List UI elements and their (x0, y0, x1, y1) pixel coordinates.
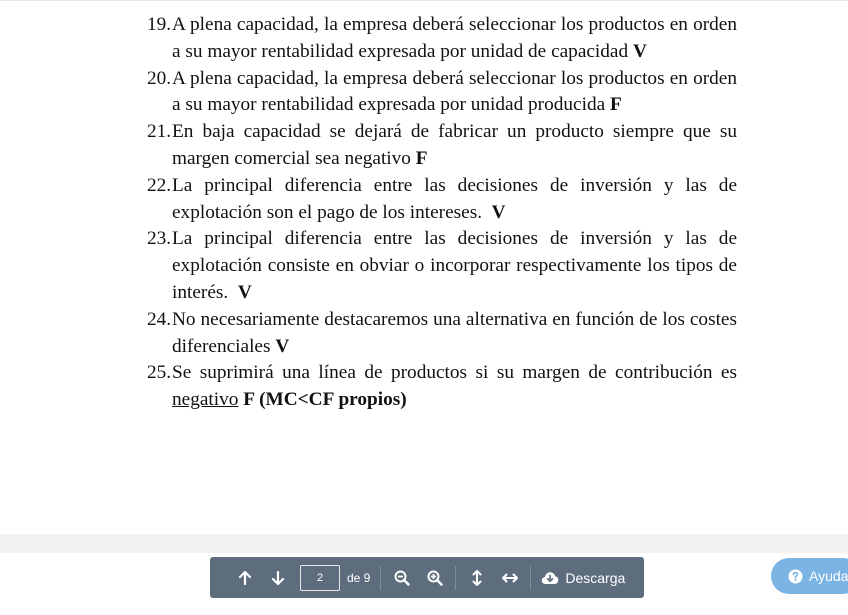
item-answer: V (275, 335, 290, 357)
fit-height-button[interactable] (460, 561, 493, 594)
previous-page-button[interactable] (228, 561, 261, 594)
item-number: 21. (147, 121, 172, 143)
zoom-in-button[interactable] (418, 561, 451, 594)
item-number: 19. (147, 14, 172, 35)
page-number-input[interactable] (300, 565, 340, 591)
item-number: 20. (147, 67, 172, 89)
cloud-download-icon (541, 571, 559, 585)
zoom-in-icon (427, 570, 443, 586)
item-number: 24. (147, 308, 172, 330)
list-item (147, 307, 737, 361)
item-answer: F (MC<CF propios) (243, 389, 407, 411)
toolbar-divider (380, 566, 381, 590)
vertical-arrows-icon (471, 570, 483, 586)
list-item (147, 119, 737, 173)
download-button[interactable] (541, 561, 625, 594)
item-statement: A plena capacidad, la empresa deberá seleccionar los productos en orden a su mayor rentabilidad expresada por unidad producida (172, 67, 737, 116)
item-text (172, 226, 737, 306)
item-answer: V (632, 40, 647, 62)
item-answer: V (491, 201, 506, 223)
zoom-out-icon (394, 570, 410, 586)
item-statement: La principal diferencia entre las decisiones de inversión y las de explotación consiste en obviar o incorporar respectivamente los tipos de interés. (172, 228, 737, 303)
item-number: 23. (147, 228, 172, 250)
item-statement: A plena capacidad, la empresa deberá seleccionar los productos en orden a su mayor rentabilidad expresada por unidad de capacidad (172, 14, 737, 62)
item-number: 22. (147, 174, 172, 196)
fit-width-button[interactable] (493, 561, 526, 594)
list-item (147, 226, 737, 306)
viewer-gap (0, 534, 848, 553)
list-item (147, 66, 737, 120)
item-text (172, 173, 737, 227)
list-item (147, 12, 737, 66)
download-label: Descarga (565, 569, 626, 586)
item-text (172, 66, 737, 120)
zoom-out-button[interactable] (385, 561, 418, 594)
help-button[interactable] (771, 558, 848, 594)
horizontal-arrows-icon (502, 572, 518, 584)
item-answer: F (609, 94, 622, 116)
item-statement: En baja capacidad se dejará de fabricar un producto siempre que su margen comercial sea negativo (172, 121, 737, 169)
page-count-label: de 9 (347, 570, 371, 585)
arrow-up-icon (238, 571, 252, 585)
item-text (172, 119, 737, 173)
toolbar-divider (455, 566, 456, 590)
item-statement: No necesariamente destacaremos una alternativa en función de los costes diferenciales (172, 308, 737, 357)
arrow-down-icon (271, 571, 285, 585)
item-statement: La principal diferencia entre las decisiones de inversión y las de explotación son el pago de los intereses. (172, 174, 737, 223)
question-list (147, 12, 737, 414)
item-number: 25. (147, 362, 172, 384)
list-item (147, 173, 737, 227)
toolbar-divider (530, 566, 531, 590)
next-page-button[interactable] (261, 561, 294, 594)
item-text (172, 360, 737, 414)
help-label: Ayuda (809, 568, 848, 584)
item-underlined-word: negativo (172, 389, 239, 411)
viewer-toolbar (210, 557, 644, 598)
item-statement: Se suprimirá una línea de productos si su margen de contribución es (172, 362, 737, 384)
item-text (172, 307, 737, 361)
list-item (147, 360, 737, 414)
question-circle-icon (788, 569, 803, 584)
item-text (172, 12, 737, 66)
item-answer: F (415, 147, 428, 169)
item-answer: V (237, 281, 252, 303)
